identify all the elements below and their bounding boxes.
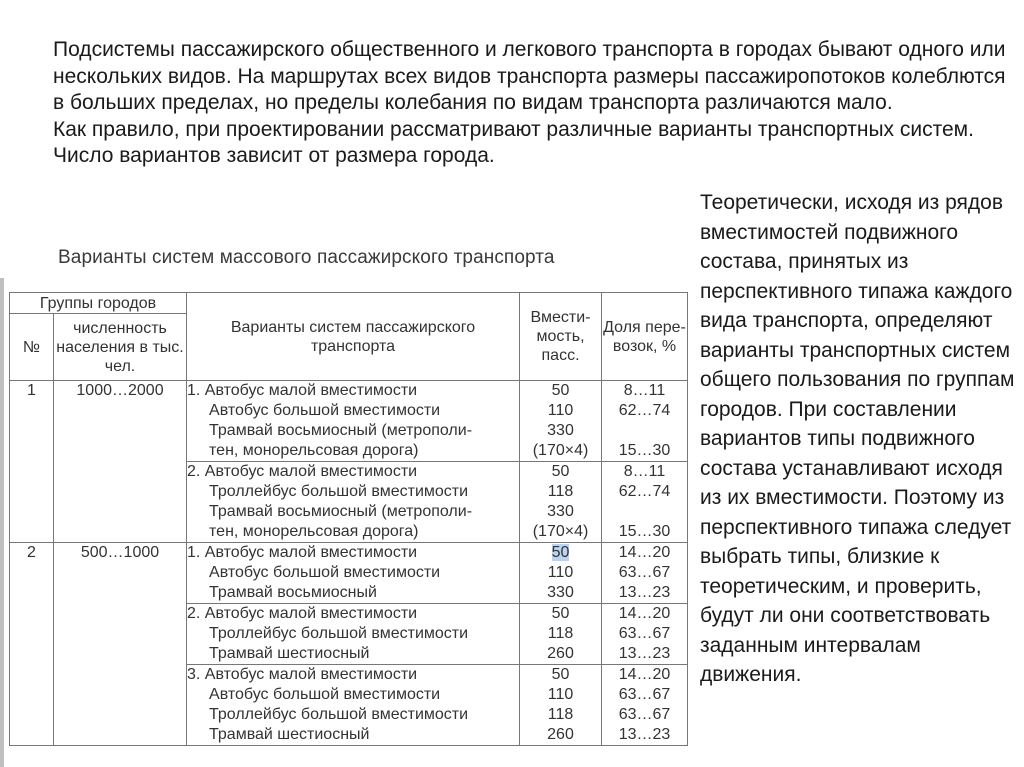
- variant-line: 2. Автобус малой вместимости: [187, 605, 418, 622]
- intro-paragraph-1: Подсистемы пассажирского общественного и легкового транспорта в городах бывают одного или нескольких видов. На маршрутах всех видов транспорта размеры пассажиропотоков колеблются в больших пределах, но пределы колебания по видам транспорта различаются мало.: [53, 38, 1006, 114]
- variant-line: Автобус большой вместимости: [209, 686, 441, 703]
- variant-line: Автобус большой вместимости: [209, 402, 441, 419]
- header-share: Доля пере-возок, %: [602, 293, 688, 381]
- share-value: 62…74: [618, 483, 671, 500]
- header-capacity: Вмести-мость, пасс.: [520, 293, 602, 381]
- capacity-value: 50: [551, 463, 570, 480]
- variant-line: тен, монорельсовая дорога): [209, 442, 419, 459]
- variant-line: 3. Автобус малой вместимости: [187, 666, 418, 683]
- capacity-value: 118: [547, 625, 574, 642]
- share-value: 15…30: [618, 523, 671, 540]
- table-row: [10, 543, 688, 604]
- capacity-value: 50: [551, 666, 570, 683]
- share-value: 63…67: [618, 564, 671, 581]
- capacity-cell: [520, 604, 602, 665]
- share-value: 15…30: [618, 442, 671, 459]
- capacity-cell: [520, 543, 602, 604]
- group-population: 500…1000: [54, 543, 187, 746]
- capacity-cell: [520, 381, 602, 462]
- capacity-value: 50: [551, 605, 570, 622]
- capacity-value: (170×4): [532, 523, 589, 540]
- table-caption: Варианты систем массового пассажирского транспорта: [58, 247, 555, 268]
- header-groups: Группы городов: [10, 293, 187, 314]
- share-cell: [602, 604, 688, 665]
- capacity-value: 118: [547, 483, 574, 500]
- capacity-value: 260: [547, 726, 574, 743]
- share-value: 8…11: [623, 382, 666, 399]
- side-text-block: [700, 188, 1018, 690]
- capacity-value: 330: [547, 422, 574, 439]
- header-population: численность населения в тыс. чел.: [54, 314, 187, 381]
- group-population: 1000…2000: [54, 381, 187, 543]
- variant-line: Трамвай восьмиосный (метрополи-: [209, 503, 473, 520]
- left-edge-shadow: [0, 278, 4, 767]
- variant-line: Трамвай шестиосный: [209, 645, 370, 662]
- variant-line: Автобус большой вместимости: [209, 564, 441, 581]
- variant-line: тен, монорельсовая дорога): [209, 523, 419, 540]
- share-value: 13…23: [618, 726, 671, 743]
- group-number: 1: [10, 381, 54, 543]
- header-variants: Варианты систем пассажирского транспорта: [187, 293, 520, 381]
- capacity-cell: [520, 462, 602, 543]
- intro-text: [53, 37, 1013, 170]
- variant-line: 1. Автобус малой вместимости: [187, 544, 418, 561]
- share-value: 63…67: [618, 686, 671, 703]
- variant-line: Троллейбус большой вместимости: [209, 483, 469, 500]
- capacity-value: 110: [547, 564, 574, 581]
- transport-systems-table: [9, 292, 688, 746]
- highlighted-value: 50: [551, 544, 570, 561]
- group-number: 2: [10, 543, 54, 746]
- capacity-value: 118: [547, 706, 574, 723]
- header-num: №: [10, 314, 54, 381]
- variant-cell: [187, 543, 520, 604]
- variant-line: 1. Автобус малой вместимости: [187, 382, 418, 399]
- side-paragraph: Теоретически, исходя из рядов вместимостей подвижного состава, принятых из перспективного типажа каждого вида транспорта, определяют варианты транспортных систем общего пользования по группам городов. При составлении вариантов типы подвижного состава устанавливают исходя из их вместимости. Поэтому из перспективного типажа следует выбрать типы, близкие к теоретическим, и проверить, будут ли они соответствовать заданным интервалам движения.: [700, 191, 1015, 686]
- capacity-cell: [520, 665, 602, 746]
- capacity-value: [520, 543, 601, 563]
- variant-line: Трамвай шестиосный: [209, 726, 370, 743]
- share-value: 14…20: [618, 605, 671, 622]
- capacity-value: 260: [547, 645, 574, 662]
- capacity-value: (170×4): [532, 442, 589, 459]
- share-cell: [602, 665, 688, 746]
- capacity-value: 330: [547, 584, 574, 601]
- share-value: [602, 502, 687, 522]
- table-row: [10, 381, 688, 462]
- intro-paragraph-2: Как правило, при проектировании рассматривают различные варианты транспортных систем. Число вариантов зависит от размера города.: [53, 117, 974, 167]
- capacity-value: 330: [547, 503, 574, 520]
- capacity-value: 110: [547, 402, 574, 419]
- variant-cell: [187, 665, 520, 746]
- variant-line: Троллейбус большой вместимости: [209, 706, 469, 723]
- share-cell: [602, 543, 688, 604]
- variant-cell: [187, 604, 520, 665]
- variant-cell: [187, 381, 520, 462]
- share-value: [602, 421, 687, 441]
- share-cell: [602, 381, 688, 462]
- variant-line: Троллейбус большой вместимости: [209, 625, 469, 642]
- share-cell: [602, 462, 688, 543]
- variant-line: Трамвай восьмиосный (метрополи-: [209, 422, 473, 439]
- share-value: 63…67: [618, 625, 671, 642]
- variant-line: Трамвай восьмиосный: [209, 584, 377, 601]
- share-value: 13…23: [618, 584, 671, 601]
- share-value: 13…23: [618, 645, 671, 662]
- share-value: 14…20: [618, 544, 671, 561]
- table-body: [10, 381, 688, 746]
- share-value: 62…74: [618, 402, 671, 419]
- share-value: 63…67: [618, 706, 671, 723]
- capacity-value: 50: [551, 382, 570, 399]
- share-value: 8…11: [623, 463, 666, 480]
- variant-cell: [187, 462, 520, 543]
- variant-line: 2. Автобус малой вместимости: [187, 463, 418, 480]
- capacity-value: 110: [547, 686, 574, 703]
- share-value: 14…20: [618, 666, 671, 683]
